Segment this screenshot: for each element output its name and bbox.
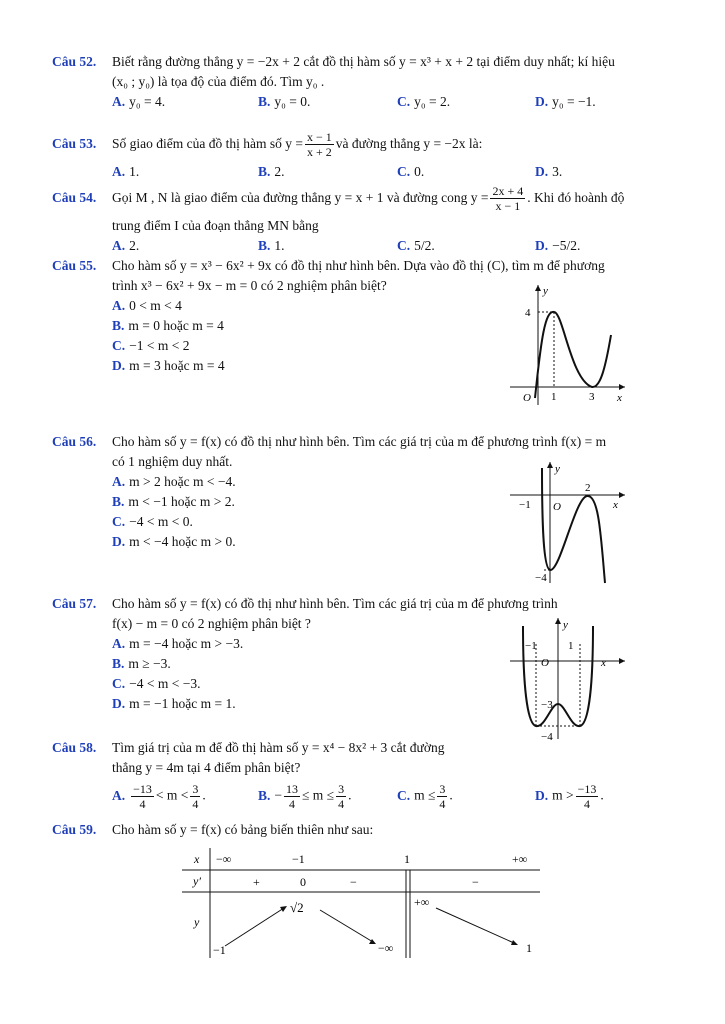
graph-56 xyxy=(505,458,630,588)
axis-label-y: y xyxy=(555,463,560,475)
option-b[interactable]: B. − $\frac{13}{4}$ ≤ m ≤ $\frac{3}{4}$ . xyxy=(258,782,352,811)
question-58: Câu 58. Tìm giá trị của m để đồ thị hàm số y = x⁴ − 8x² + 3 cắt đường thẳng y = 4m tại 4 điểm phân biệt? A. $\frac{-13}{4}$ < m < $\frac{3}{4}$ . B. − $\frac{13}{4}$ ≤ m ≤ $\frac{3}{4}$ . C. m ≤ $\frac{3}{4}$ . D. m > $\frac{-13}{4}$ . xyxy=(52,738,677,816)
axis-label-x: x xyxy=(617,392,622,404)
origin-label: O xyxy=(523,392,531,404)
y-axis-arrow xyxy=(547,462,553,468)
option-b[interactable]: B. y₀ = 0. xyxy=(258,94,311,109)
variation-table xyxy=(180,846,545,962)
curve xyxy=(535,312,611,398)
arrow-up xyxy=(225,908,284,946)
question-59: Câu 59. Cho hàm số y = f(x) có bảng biến thiên như sau: xyxy=(52,820,677,840)
y-value: −∞ xyxy=(378,941,394,955)
question-56: Câu 56. Cho hàm số y = f(x) có đồ thị như hình bên. Tìm các giá trị của m để phương trình f(x) = m có 1 nghiệm duy nhất. A. m > 2 hoặc m < −4. B. m < −1 hoặc m > 2. C. −4 < m < 0. D. m < −4 hoặc m > 0. xyxy=(52,432,677,552)
x-value: −∞ xyxy=(216,852,232,866)
tick-label: −4 xyxy=(541,731,553,743)
arrow-head xyxy=(280,906,287,912)
arrow-head xyxy=(511,940,518,945)
question-number: Câu 54. xyxy=(52,190,97,205)
x-axis-arrow xyxy=(619,492,625,498)
option-c[interactable]: C. 5/2. xyxy=(397,238,435,253)
x-value: +∞ xyxy=(512,852,528,866)
question-53: Câu 53. Số giao điểm của đồ thị hàm số y = $\frac{x - 1}{x + 2}$ và đường thẳng y = −2x là: A. 1. B. 2. C. 0. D. 3. xyxy=(52,126,677,182)
question-text: Biết rằng đường thẳng y = −2x + 2 cắt đồ thị hàm số y = x³ + x + 2 tại điểm duy nhất; kí hiệu xyxy=(112,54,615,69)
option-a[interactable]: A. $\frac{-13}{4}$ < m < $\frac{3}{4}$ . xyxy=(112,782,206,811)
arrow-down xyxy=(436,908,514,943)
row-label-x: x xyxy=(194,852,200,866)
y-value: 1 xyxy=(526,941,532,955)
axis-label-y: y xyxy=(563,619,568,631)
option-d[interactable]: D. y₀ = −1. xyxy=(535,94,596,109)
sign-value: 0 xyxy=(300,875,306,889)
question-55: Câu 55. Cho hàm số y = x³ − 6x² + 9x có đồ thị như hình bên. Dựa vào đồ thị (C), tìm m để phương trình x³ − 6x² + 9x − m = 0 có 2 nghiệm phân biệt? A. 0 < m < 4 B. m = 0 hoặc m = 4 C. −1 < m < 2 D. m = 3 hoặc m = 4 xyxy=(52,256,677,376)
row-label-yprime: y′ xyxy=(193,874,201,888)
tick-label: 2 xyxy=(585,482,591,494)
tick-label: 1 xyxy=(551,391,557,403)
question-text-2: (x₀ ; y₀) là tọa độ của điểm đó. Tìm y₀ . xyxy=(112,74,325,89)
origin-label: O xyxy=(553,501,561,513)
question-number: Câu 57. xyxy=(52,596,97,611)
option-a[interactable]: A. 0 < m < 4 xyxy=(112,298,182,313)
x-axis-arrow xyxy=(619,658,625,664)
fraction: $\frac{x - 1}{x + 2}$ xyxy=(306,130,332,160)
option-b[interactable]: B. m ≥ −3. xyxy=(112,656,171,671)
option-c[interactable]: C. −4 < m < −3. xyxy=(112,676,201,691)
option-b[interactable]: B. m = 0 hoặc m = 4 xyxy=(112,318,224,333)
option-d[interactable]: D. m = 3 hoặc m = 4 xyxy=(112,358,225,373)
options-53 xyxy=(112,162,677,182)
question-number: Câu 56. xyxy=(52,434,97,449)
question-number: Câu 58. xyxy=(52,740,97,755)
x-value: 1 xyxy=(404,852,410,866)
option-a[interactable]: A. m > 2 hoặc m < −4. xyxy=(112,474,236,489)
axis-label-y: y xyxy=(543,285,548,297)
sign-value: − xyxy=(472,875,479,889)
sign-value: − xyxy=(350,875,357,889)
sign-value: + xyxy=(253,875,260,889)
tick-label: −4 xyxy=(535,572,547,584)
option-b[interactable]: B. m < −1 hoặc m > 2. xyxy=(112,494,235,509)
option-a[interactable]: A. y₀ = 4. xyxy=(112,94,166,109)
options-58 xyxy=(112,778,677,816)
option-a[interactable]: A. m = −4 hoặc m > −3. xyxy=(112,636,244,651)
y-axis-arrow xyxy=(535,285,541,291)
options-54 xyxy=(112,236,677,256)
x-axis-arrow xyxy=(619,384,625,390)
tick-label: 4 xyxy=(525,307,531,319)
axis-label-x: x xyxy=(613,499,618,511)
question-54: Câu 54. Gọi M , N là giao điểm của đường thẳng y = x + 1 và đường cong y = $\frac{2x + 4}{x - 1}$ . Khi đó hoành độ trung điểm I của đoạn thẳng MN bằng A. 2. B. 1. C. 5/2. D. −5/2. xyxy=(52,180,677,256)
tick-label: 3 xyxy=(589,391,595,403)
question-number: Câu 59. xyxy=(52,822,97,837)
option-c[interactable]: C. −4 < m < 0. xyxy=(112,514,193,529)
option-d[interactable]: D. −5/2. xyxy=(535,238,581,253)
tick-label: −1 xyxy=(519,499,531,511)
row-label-y: y xyxy=(194,915,200,929)
option-a[interactable]: A. 2. xyxy=(112,238,140,253)
axis-label-x: x xyxy=(601,657,606,669)
tick-label: −3 xyxy=(541,699,553,711)
question-number: Câu 52. xyxy=(52,54,97,69)
fraction: $\frac{2x + 4}{x - 1}$ xyxy=(492,184,524,214)
y-value: √2 xyxy=(290,900,304,915)
graph-57 xyxy=(505,614,630,744)
question-52 xyxy=(52,52,677,112)
question-number: Câu 53. xyxy=(52,136,97,151)
option-d[interactable]: D. m < −4 hoặc m > 0. xyxy=(112,534,236,549)
option-c[interactable]: C. −1 < m < 2 xyxy=(112,338,190,353)
option-c[interactable]: C. y₀ = 2. xyxy=(397,94,451,109)
origin-label: O xyxy=(541,657,549,669)
option-d[interactable]: D. m = −1 hoặc m = 1. xyxy=(112,696,236,711)
option-c[interactable]: C. 0. xyxy=(397,164,425,179)
option-b[interactable]: B. 2. xyxy=(258,164,285,179)
x-value: −1 xyxy=(292,852,305,866)
option-c[interactable]: C. m ≤ $\frac{3}{4}$ . xyxy=(397,782,453,811)
graph-55 xyxy=(505,280,630,410)
curve xyxy=(542,468,605,583)
y-axis-arrow xyxy=(555,618,561,624)
question-number: Câu 55. xyxy=(52,258,97,273)
option-a[interactable]: A. 1. xyxy=(112,164,140,179)
option-b[interactable]: B. 1. xyxy=(258,238,285,253)
option-d[interactable]: D. 3. xyxy=(535,164,563,179)
y-value: +∞ xyxy=(414,895,430,909)
tick-label: 1 xyxy=(568,640,574,652)
arrow-down xyxy=(320,910,373,942)
options-52 xyxy=(112,92,677,112)
question-57: Câu 57. Cho hàm số y = f(x) có đồ thị như hình bên. Tìm các giá trị của m để phương trình f(x) − m = 0 có 2 nghiệm phân biệt ? A. m = −4 hoặc m > −3. B. m ≥ −3. C. −4 < m < −3. D. m = −1 hoặc m = 1. xyxy=(52,594,677,714)
tick-label: −1 xyxy=(525,640,537,652)
option-d[interactable]: D. m > $\frac{-13}{4}$ . xyxy=(535,782,604,811)
y-value: −1 xyxy=(213,943,226,957)
